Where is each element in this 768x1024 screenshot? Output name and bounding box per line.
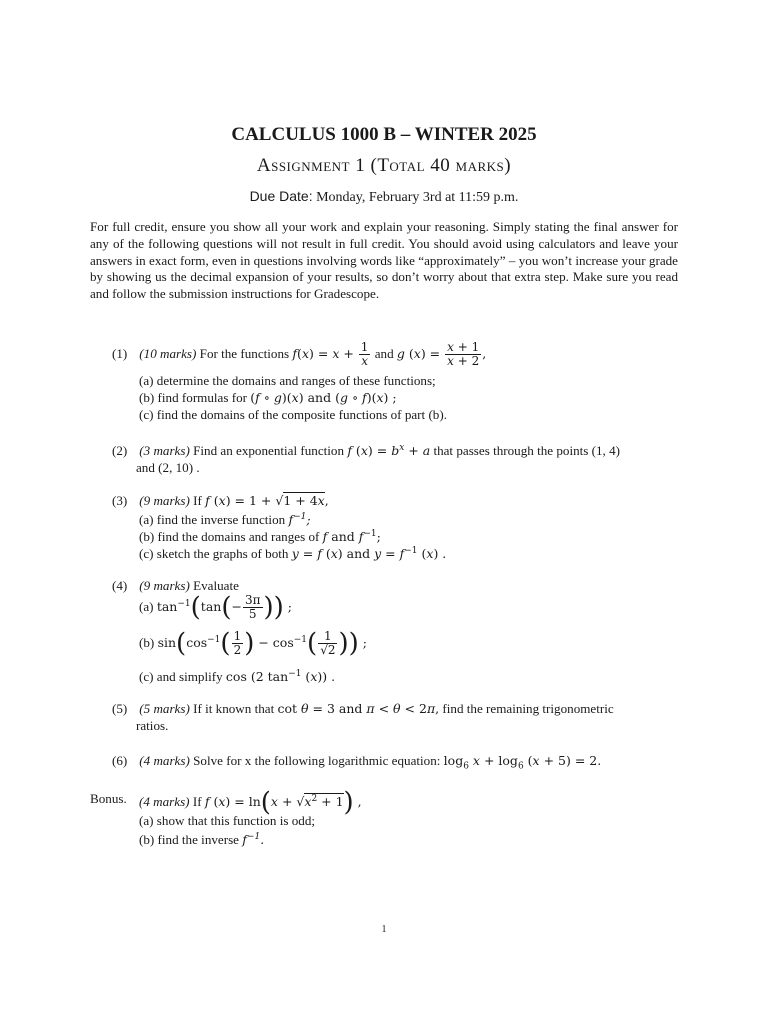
bonus-b-text: (b) find the inverse [139, 832, 239, 848]
math-compositions: (f ∘ g)(x) and (g ∘ f)(x) ; [250, 390, 397, 405]
question-6 [112, 752, 678, 776]
question-1a: (a) determine the domains and ranges of these functions; [139, 373, 436, 388]
question-marks: (9 marks) [139, 493, 190, 508]
question-text: Solve for x the following logarithmic equation: [193, 753, 441, 768]
question-lead: If [192, 794, 202, 810]
math-log: $\log_6 x + \log_6 (x + 5) = 2$. [443, 753, 602, 772]
question-1b [139, 389, 397, 406]
bonus-a: (a) show that this function is odd; [139, 813, 316, 828]
question-number: (1) [112, 346, 128, 361]
question-3a-text: (a) find the inverse function [139, 512, 286, 528]
question-number: (3) [112, 493, 128, 508]
question-text: ratios. [136, 718, 169, 733]
question-number: (6) [112, 753, 128, 768]
question-3c-text: (c) sketch the graphs of both [139, 546, 289, 562]
question-1: (1) (10 marks) For the functions f(x) = x + $\frac{1}{x}$ and g (x) = $\frac{x + 1}{x + 2}$ , [112, 340, 487, 368]
math-f: f(x) = x + $\frac{1}{x}$ [292, 340, 369, 368]
question-4a [139, 594, 292, 621]
question-number: (5) [112, 701, 128, 716]
question-text: and (2, 10) . [136, 460, 200, 476]
question-marks: (10 marks) [139, 346, 197, 361]
question-text: find the remaining trigonometric [442, 701, 614, 716]
math-f3: f (x) = 1 + √1 + 4x, [205, 493, 329, 508]
question-number: (4) [112, 578, 128, 593]
question-5 [112, 700, 678, 734]
due-date-value: Monday, February 3rd at 11:59 p.m. [316, 190, 519, 205]
question-marks: (3 marks) [139, 443, 190, 459]
math-4a: $\tan^{-1}(\tan(-$ $\frac{3\pi}{5}$ )) ; [156, 592, 292, 623]
math-finv: $f^{-1}$; [288, 512, 311, 528]
question-marks: (9 marks) [139, 578, 190, 593]
instructions-paragraph: For full credit, ensure you show all your work and explain your reasoning. Simply stating the final answer for any of the following questions will not result in full credit. You should avoid using calculators and leave your answers in exact form, even in questions involving words like “approximately” – you won’t increase your grade by showing us the decimal expansion of your results, so don’t worry about that extra step. Make sure you read and follow the submission instructions for Gradescope. [90, 219, 678, 302]
math-g: g (x) = $\frac{x + 1}{x + 2}$ , [396, 340, 487, 368]
question-4b-label: (b) [139, 635, 155, 650]
question-lead: Evaluate [193, 578, 239, 593]
question-lead: If [193, 493, 202, 508]
question-text: Find an exponential function [193, 443, 345, 459]
math-bonus: f $(x) = \ln(x + √x^2 + 1)$ , [204, 787, 362, 818]
due-date [0, 188, 768, 206]
question-number: (2) [112, 443, 128, 459]
question-text: that passes through the points (1, 4) [433, 443, 620, 459]
math-cot: cot θ = 3 and π < θ < 2π, [277, 701, 440, 716]
question-4a-label: (a) [139, 599, 154, 614]
due-date-label: Due Date: [249, 188, 313, 204]
question-text: If it known that [193, 701, 275, 716]
bonus-question [139, 787, 362, 818]
question-3c [139, 543, 446, 562]
question-1c: (c) find the domains of the composite functions of part (b). [139, 407, 447, 422]
question-marks: (5 marks) [139, 701, 190, 716]
question-2 [112, 440, 678, 476]
math-4c: cos (2 $\tan^{-1} (x)$) . [225, 669, 336, 685]
bonus-b [139, 829, 264, 848]
document-title: CALCULUS 1000 B – WINTER 2025 [231, 124, 537, 145]
question-1b-text: (b) find formulas for [139, 390, 247, 405]
bonus-label: Bonus. [90, 791, 127, 806]
question-3 [112, 492, 678, 509]
question-4c [139, 666, 335, 685]
question-marks: (4 marks) [139, 794, 190, 810]
page-number: 1 [381, 924, 387, 935]
question-4c-label: (c) and simplify [139, 669, 223, 685]
math-f-finv: f and $f^{-1}$; [322, 529, 381, 545]
question-4b [139, 630, 367, 657]
math-4b: $\sin(\cos^{-1}$( $\frac{1}{2}$ ) − $\cos^{-1}$( $\frac{1}{√2}$ )) ; [157, 628, 367, 659]
math-finv: $f^{-1}$. [242, 832, 265, 848]
document-subtitle: Assignment 1 (Total 40 marks) [256, 155, 512, 176]
question-4 [112, 577, 678, 594]
math-exp: f $(x) = b^x + a$ [347, 443, 431, 459]
question-marks: (4 marks) [139, 753, 190, 768]
math-graphs: y = f (x) and $y = f^{-1}$ (x) . [291, 546, 447, 562]
question-3b-text: (b) find the domains and ranges of [139, 529, 320, 545]
question-lead: For the functions [199, 346, 290, 361]
